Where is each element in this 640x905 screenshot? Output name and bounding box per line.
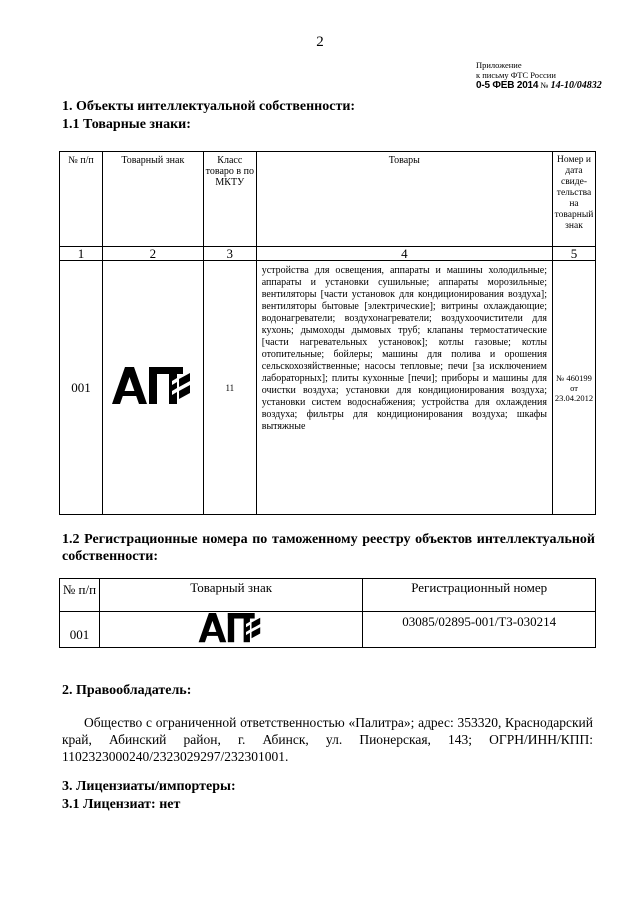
table-header-row (60, 152, 596, 247)
row-goods: устройства для освещения, аппараты и машины холодильные; аппараты и установки сушильные; аппараты морозильные; вентиляторы [части установок для кондиционирования воздуха]; вентиляторы бытовые [электрические]; витрины охлаждающие; водонагреватели; воздухонагреватели; воздухоочистители для кухонь; дымоходы дымовых труб; клапаны термостатические [части нагревательных установок]; котлы газовые; котлы отопительные; бойлеры; машины для полива и орошения сельскохозяйственные; насосы тепловые; печи [за исключением лабораторных]; плиты кухонные [печи]; приборы и машины для очистки воздуха; установки для кондиционирования воздуха; установки систем водоснабжения; устройства для охлаждения воздуха; фильтры для кондиционирования воздуха; шкафы вытяжные (256, 261, 552, 515)
trademark-logo (102, 261, 203, 515)
trademark-logo (99, 612, 362, 648)
header-trademark: Товарный знак (99, 579, 362, 612)
page-number: 2 (316, 34, 324, 50)
section2-text: Общество с ограниченной ответственностью «Палитра»; адрес: 353320, Краснодарский край, Абинский район, г. Абинск, ул. Пионерская, 143; ОГРН/ИНН/КПП: 1102323000240/2323029297/232301001. (62, 715, 593, 764)
attachment-stamp-line (476, 80, 626, 91)
col-number: 1 (60, 247, 103, 261)
section1-title: 1. Объекты интеллектуальной собственности: (62, 99, 356, 114)
row-num: 001 (60, 261, 103, 515)
trademarks-table (59, 151, 596, 515)
header-goods: Товары (256, 152, 552, 247)
col-number: 2 (102, 247, 203, 261)
table-row (60, 261, 596, 515)
handwritten-number: 14-10/04832 (550, 80, 602, 91)
trademark-logo-image (190, 613, 272, 643)
attachment-block (476, 60, 626, 91)
header-certificate: Номер и дата свиде- тельства на товарный знак (552, 152, 595, 247)
attachment-line1: Приложение (476, 60, 522, 70)
table-row (60, 612, 596, 648)
row-class: 11 (203, 261, 256, 515)
col-number: 4 (256, 247, 552, 261)
row-reg-number: 03085/02895-001/ТЗ-030214 (363, 612, 596, 648)
section1-sub1-title: 1.1 Товарные знаки: (62, 117, 191, 132)
header-num: № п/п (60, 579, 100, 612)
section2-title: 2. Правообладатель: (62, 683, 192, 698)
header-trademark: Товарный знак (102, 152, 203, 247)
trademark-logo-image (112, 367, 194, 405)
col-number: 3 (203, 247, 256, 261)
section3-sub1: 3.1 Лицензиат: нет (62, 797, 181, 812)
column-numbers-row (60, 247, 596, 261)
header-num: № п/п (60, 152, 103, 247)
row-certificate: № 460199 от 23.04.2012 (552, 261, 595, 515)
col-number: 5 (552, 247, 595, 261)
number-prefix: № (540, 80, 549, 90)
header-class: Класс товаро в по МКТУ (203, 152, 256, 247)
section1-sub2-title: 1.2 Регистрационные номера по таможенному реестру объектов интеллектуальной собственности: (62, 532, 595, 564)
registration-table (59, 578, 596, 648)
date-stamp: 0-5 ФЕВ 2014 (476, 80, 539, 91)
row-num: 001 (60, 612, 100, 648)
attachment-line2: к письму ФТС России (476, 70, 556, 80)
table-header-row (60, 579, 596, 612)
header-reg-number: Регистрационный номер (363, 579, 596, 612)
section3-title: 3. Лицензиаты/импортеры: (62, 779, 236, 794)
